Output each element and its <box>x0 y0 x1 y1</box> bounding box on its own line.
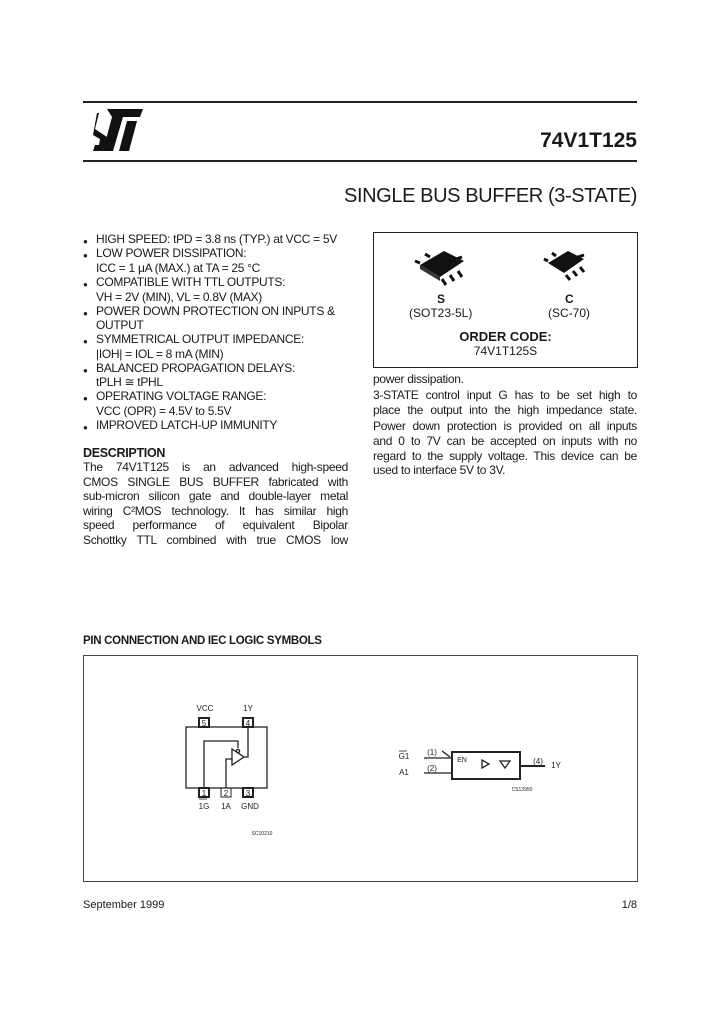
description-line: used to interface 5V to 3V. <box>373 463 506 477</box>
pin-2-number: 2 <box>223 789 229 798</box>
description-line: Power down protection is provided on all inputs <box>373 419 637 433</box>
part-number: 74V1T125 <box>540 129 637 152</box>
feature-item: COMPATIBLE WITH TTL OUTPUTS: <box>96 275 286 289</box>
pin-label-vcc: VCC <box>196 704 214 713</box>
description-line: Schottky TTL combined with true CMOS low <box>83 533 348 547</box>
logic-g1-label: G1 <box>398 752 410 761</box>
description-line: sub-micron silicon gate and double-layer metal <box>83 489 348 503</box>
logic-a1-label: A1 <box>399 768 409 777</box>
bullet-icon: ● <box>83 237 88 246</box>
description-line: power dissipation. <box>373 372 464 386</box>
description-line: regard to the supply voltage. This device can be <box>373 449 637 463</box>
feature-item: OPERATING VOLTAGE RANGE: <box>96 389 267 403</box>
bullet-icon: ● <box>83 280 88 289</box>
logic-pin-2: (2) <box>427 764 437 773</box>
bullet-icon: ● <box>83 394 88 403</box>
bullet-icon: ● <box>83 337 88 346</box>
bullet-icon: ● <box>83 423 88 432</box>
order-code-label: ORDER CODE: <box>459 329 552 344</box>
description-line: place the output into the high impedance state. <box>373 403 637 417</box>
feature-item: LOW POWER DISSIPATION: <box>96 246 247 260</box>
pin-diagram-code: SC10210 <box>251 831 273 837</box>
logic-pin-1: (1) <box>427 748 437 757</box>
pin-section-heading: PIN CONNECTION AND IEC LOGIC SYMBOLS <box>83 635 322 647</box>
document-subtitle: SINGLE BUS BUFFER (3-STATE) <box>344 185 637 207</box>
bullet-icon: ● <box>83 309 88 318</box>
bullet-icon: ● <box>83 366 88 375</box>
feature-item: SYMMETRICAL OUTPUT IMPEDANCE: <box>96 332 304 346</box>
description-line: The 74V1T125 is an advanced high-speed <box>83 460 348 474</box>
package-name-c: (SC-70) <box>548 306 591 320</box>
feature-item: IMPROVED LATCH-UP IMMUNITY <box>96 418 278 432</box>
order-code-value: 74V1T125S <box>473 344 538 358</box>
pin-label-1y: 1Y <box>243 704 253 713</box>
description-line: CMOS SINGLE BUS BUFFER fabricated with <box>83 475 348 489</box>
feature-detail: tPLH ≅ tPHL <box>96 375 163 389</box>
pin-label-1a: 1A <box>221 802 231 811</box>
feature-detail: VCC (OPR) = 4.5V to 5.5V <box>96 404 232 418</box>
description-heading: DESCRIPTION <box>83 446 166 460</box>
feature-detail: ICC = 1 μA (MAX.) at TA = 25 °C <box>96 261 261 275</box>
logic-en-label: EN <box>457 757 467 764</box>
package-code-c: C <box>565 292 574 306</box>
feature-item: POWER DOWN PROTECTION ON INPUTS & <box>96 304 335 318</box>
feature-item: BALANCED PROPAGATION DELAYS: <box>96 361 295 375</box>
logic-1y-label: 1Y <box>551 761 561 770</box>
logic-diagram-code: CS13950 <box>511 787 533 793</box>
footer-page-number: 1/8 <box>621 899 637 911</box>
description-line: 3-STATE control input G has to be set high to <box>373 388 637 402</box>
pin-4-number: 4 <box>245 719 251 728</box>
pin-3-number: 3 <box>245 789 251 798</box>
feature-detail: |IOH| = IOL = 8 mA (MIN) <box>96 347 224 361</box>
pin-label-1g: 1G <box>198 802 210 811</box>
feature-item: HIGH SPEED: tPD = 3.8 ns (TYP.) at VCC = 5V <box>96 232 337 246</box>
pin-5-number: 5 <box>201 719 207 728</box>
pin-label-gnd: GND <box>241 802 259 811</box>
footer-date: September 1999 <box>83 899 165 911</box>
package-code-s: S <box>437 292 446 306</box>
feature-detail: OUTPUT <box>96 318 144 332</box>
description-line: speed performance of equivalent Bipolar <box>83 518 348 532</box>
pin-1-number: 1 <box>201 789 207 798</box>
description-line: and 0 to 7V can be accepted on inputs with no <box>373 434 637 448</box>
package-name-s: (SOT23-5L) <box>409 306 473 320</box>
bullet-icon: ● <box>83 251 88 260</box>
feature-detail: VH = 2V (MIN), VL = 0.8V (MAX) <box>96 290 262 304</box>
description-line: wiring C²MOS technology. It has similar high <box>83 504 348 518</box>
logic-pin-4: (4) <box>533 757 543 766</box>
